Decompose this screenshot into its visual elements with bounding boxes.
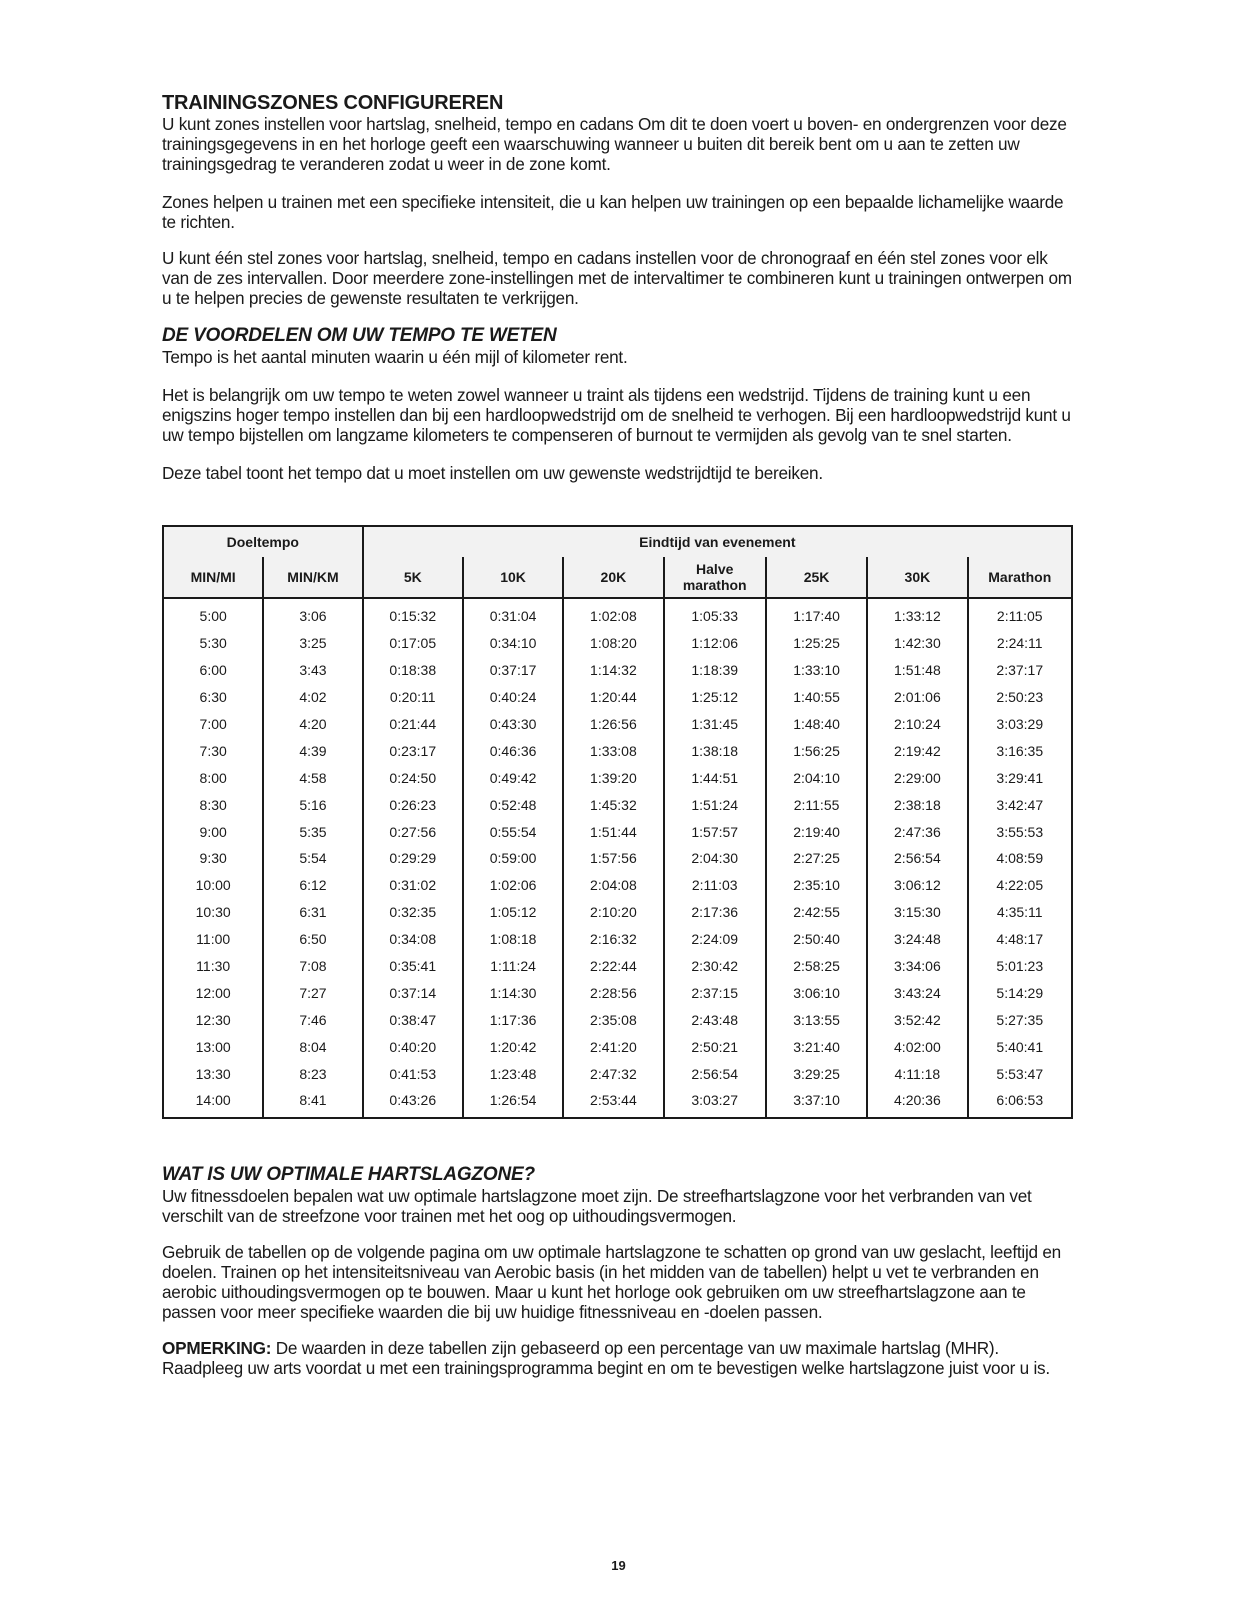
table-cell: 0:32:35 <box>363 899 463 926</box>
table-cell: 1:45:32 <box>563 791 663 818</box>
table-cell: 4:58 <box>263 764 362 791</box>
table-cell: 5:14:29 <box>968 979 1072 1006</box>
table-column-header: MIN/MI <box>163 557 263 598</box>
table-cell: 3:29:41 <box>968 764 1072 791</box>
table-row <box>163 953 1072 980</box>
table-cell: 1:25:12 <box>664 684 766 711</box>
table-cell: 3:55:53 <box>968 818 1072 845</box>
paragraph: Het is belangrijk om uw tempo te weten zowel wanneer u traint als tijdens een wedstrijd. Tijdens de training kunt u een enigszins hoger tempo instellen dan bij een hardloopwedstrijd om de snelheid te verhogen. Bij een hardloopwedstrijd kunt u uw tempo bijstellen om langzame kilometers te compenseren of burnout te vermijden als gevolg van te snel starten. <box>162 385 1071 445</box>
table-row <box>163 818 1072 845</box>
table-cell: 2:43:48 <box>664 1006 766 1033</box>
table-cell: 3:06:10 <box>766 979 867 1006</box>
table-cell: 2:01:06 <box>867 684 967 711</box>
table-cell: 2:19:42 <box>867 737 967 764</box>
table-cell: 2:17:36 <box>664 899 766 926</box>
table-cell: 1:38:18 <box>664 737 766 764</box>
table-cell: 1:17:36 <box>463 1006 563 1033</box>
table-row <box>163 1006 1072 1033</box>
table-cell: 2:41:20 <box>563 1033 663 1060</box>
table-cell: 0:38:47 <box>363 1006 463 1033</box>
table-cell: 4:02:00 <box>867 1033 967 1060</box>
table-row <box>163 872 1072 899</box>
table-cell: 0:17:05 <box>363 630 463 657</box>
table-cell: 8:30 <box>163 791 263 818</box>
table-cell: 0:43:26 <box>363 1087 463 1118</box>
table-cell: 3:42:47 <box>968 791 1072 818</box>
table-cell: 3:43:24 <box>867 979 967 1006</box>
table-cell: 2:29:00 <box>867 764 967 791</box>
table-cell: 8:41 <box>263 1087 362 1118</box>
table-cell: 1:02:06 <box>463 872 563 899</box>
table-cell: 1:14:30 <box>463 979 563 1006</box>
table-row <box>163 711 1072 738</box>
table-cell: 2:53:44 <box>563 1087 663 1118</box>
table-cell: 0:34:10 <box>463 630 563 657</box>
pace-table <box>162 525 1073 1119</box>
table-cell: 3:03:27 <box>664 1087 766 1118</box>
paragraph: Zones helpen u trainen met een specifieke intensiteit, die u kan helpen uw trainingen op een bepaalde lichamelijke waarde te richten. <box>162 192 1064 232</box>
table-cell: 0:21:44 <box>363 711 463 738</box>
table-cell: 0:55:54 <box>463 818 563 845</box>
table-cell: 1:25:25 <box>766 630 867 657</box>
table-cell: 13:30 <box>163 1060 263 1087</box>
table-cell: 0:20:11 <box>363 684 463 711</box>
table-group-header-finish-time: Eindtijd van evenement <box>363 526 1072 557</box>
table-cell: 5:40:41 <box>968 1033 1072 1060</box>
table-row <box>163 845 1072 872</box>
paragraph: Tempo is het aantal minuten waarin u één mijl of kilometer rent. <box>162 347 628 367</box>
table-cell: 11:30 <box>163 953 263 980</box>
table-cell: 2:27:25 <box>766 845 867 872</box>
table-cell: 1:11:24 <box>463 953 563 980</box>
table-cell: 5:54 <box>263 845 362 872</box>
table-cell: 2:11:03 <box>664 872 766 899</box>
section-title-tempo-benefits: DE VOORDELEN OM UW TEMPO TE WETEN <box>162 325 557 346</box>
table-cell: 2:50:40 <box>766 926 867 953</box>
table-group-header-target-pace: Doeltempo <box>163 526 363 557</box>
table-row <box>163 737 1072 764</box>
table-column-header: Marathon <box>968 557 1072 598</box>
table-row <box>163 630 1072 657</box>
table-cell: 2:37:17 <box>968 657 1072 684</box>
table-cell: 4:02 <box>263 684 362 711</box>
table-cell: 5:01:23 <box>968 953 1072 980</box>
table-row <box>163 791 1072 818</box>
table-cell: 2:42:55 <box>766 899 867 926</box>
table-cell: 2:58:25 <box>766 953 867 980</box>
table-cell: 3:24:48 <box>867 926 967 953</box>
table-cell: 2:19:40 <box>766 818 867 845</box>
main-content <box>162 92 1072 483</box>
table-cell: 4:20:36 <box>867 1087 967 1118</box>
table-cell: 5:30 <box>163 630 263 657</box>
table-cell: 2:24:09 <box>664 926 766 953</box>
table-cell: 10:00 <box>163 872 263 899</box>
table-cell: 0:35:41 <box>363 953 463 980</box>
table-column-header: 10K <box>463 557 563 598</box>
table-column-header: 5K <box>363 557 463 598</box>
table-cell: 2:56:54 <box>867 845 967 872</box>
table-row <box>163 764 1072 791</box>
table-cell: 12:30 <box>163 1006 263 1033</box>
table-cell: 0:26:23 <box>363 791 463 818</box>
table-cell: 0:27:56 <box>363 818 463 845</box>
paragraph: U kunt zones instellen voor hartslag, snelheid, tempo en cadans Om dit te doen voert u boven- en ondergrenzen voor deze trainingsgegevens in en het horloge geeft een waarschuwing wanneer u buiten dit bereik bent om u aan te zetten uw trainingsgedrag te veranderen zodat u weer in de zone komt. <box>162 114 1067 174</box>
table-cell: 0:40:24 <box>463 684 563 711</box>
paragraph: Deze tabel toont het tempo dat u moet instellen om uw gewenste wedstrijdtijd te bereiken. <box>162 463 823 483</box>
table-cell: 2:22:44 <box>563 953 663 980</box>
table-cell: 4:20 <box>263 711 362 738</box>
table-cell: 0:59:00 <box>463 845 563 872</box>
table-column-header: MIN/KM <box>263 557 362 598</box>
table-cell: 11:00 <box>163 926 263 953</box>
table-cell: 5:35 <box>263 818 362 845</box>
table-row <box>163 926 1072 953</box>
table-cell: 2:50:23 <box>968 684 1072 711</box>
table-cell: 4:39 <box>263 737 362 764</box>
table-cell: 1:51:44 <box>563 818 663 845</box>
table-column-header: Halve marathon <box>664 557 766 598</box>
table-cell: 0:41:53 <box>363 1060 463 1087</box>
table-cell: 1:44:51 <box>664 764 766 791</box>
table-cell: 2:11:05 <box>968 598 1072 630</box>
section-title-training-zones: TRAININGSZONES CONFIGUREREN <box>162 92 504 114</box>
table-cell: 0:23:17 <box>363 737 463 764</box>
table-cell: 3:21:40 <box>766 1033 867 1060</box>
table-cell: 2:04:08 <box>563 872 663 899</box>
table-cell: 0:37:14 <box>363 979 463 1006</box>
table-cell: 3:34:06 <box>867 953 967 980</box>
table-cell: 8:00 <box>163 764 263 791</box>
table-cell: 1:05:33 <box>664 598 766 630</box>
table-cell: 3:06:12 <box>867 872 967 899</box>
table-cell: 0:31:04 <box>463 598 563 630</box>
table-cell: 5:00 <box>163 598 263 630</box>
table-cell: 1:17:40 <box>766 598 867 630</box>
table-cell: 2:16:32 <box>563 926 663 953</box>
note-label: OPMERKING: <box>162 1338 272 1358</box>
table-cell: 0:37:17 <box>463 657 563 684</box>
table-cell: 14:00 <box>163 1087 263 1118</box>
table-cell: 2:24:11 <box>968 630 1072 657</box>
paragraph: U kunt één stel zones voor hartslag, snelheid, tempo en cadans instellen voor de chronograaf en één stel zones voor elk van de zes intervallen. Door meerdere zone-instellingen met de intervaltimer te combineren kunt u trainingen ontwerpen om u te helpen precies de gewenste resultaten te verkrijgen. <box>162 248 1072 308</box>
paragraph: Gebruik de tabellen op de volgende pagina om uw optimale hartslagzone te schatten op grond van uw geslacht, leeftijd en doelen. Trainen op het intensiteitsniveau van Aerobic basis (in het midden van de tabellen) helpt u vet te verbranden en aerobic uithoudingsvermogen op te bouwen. Maar u kunt het horloge ook gebruiken om uw streefhartslagzone aan te passen voor meer specifieke waarden die bij uw huidige fitnessniveau en -doelen passen. <box>162 1242 1061 1322</box>
table-cell: 5:53:47 <box>968 1060 1072 1087</box>
table-cell: 1:57:56 <box>563 845 663 872</box>
table-cell: 5:16 <box>263 791 362 818</box>
table-column-header: 30K <box>867 557 967 598</box>
table-cell: 0:15:32 <box>363 598 463 630</box>
table-cell: 1:39:20 <box>563 764 663 791</box>
table-cell: 7:00 <box>163 711 263 738</box>
table-cell: 2:04:30 <box>664 845 766 872</box>
table-row <box>163 1087 1072 1118</box>
table-cell: 1:26:56 <box>563 711 663 738</box>
table-cell: 2:30:42 <box>664 953 766 980</box>
section-title-heart-rate-zone: WAT IS UW OPTIMALE HARTSLAGZONE? <box>162 1164 535 1185</box>
table-cell: 9:30 <box>163 845 263 872</box>
table-cell: 7:30 <box>163 737 263 764</box>
table-cell: 1:33:12 <box>867 598 967 630</box>
table-cell: 2:56:54 <box>664 1060 766 1087</box>
table-cell: 1:40:55 <box>766 684 867 711</box>
table-cell: 1:51:48 <box>867 657 967 684</box>
table-row <box>163 1060 1072 1087</box>
table-cell: 3:37:10 <box>766 1087 867 1118</box>
table-row <box>163 657 1072 684</box>
table-cell: 1:42:30 <box>867 630 967 657</box>
table-cell: 4:35:11 <box>968 899 1072 926</box>
table-cell: 0:40:20 <box>363 1033 463 1060</box>
table-cell: 3:15:30 <box>867 899 967 926</box>
table-cell: 3:16:35 <box>968 737 1072 764</box>
table-row <box>163 899 1072 926</box>
table-cell: 6:50 <box>263 926 362 953</box>
table-cell: 1:33:10 <box>766 657 867 684</box>
table-cell: 3:06 <box>263 598 362 630</box>
table-cell: 1:23:48 <box>463 1060 563 1087</box>
table-cell: 0:18:38 <box>363 657 463 684</box>
note-text: De waarden in deze tabellen zijn gebaseerd op een percentage van uw maximale hartslag (MHR). Raadpleeg uw arts voordat u met een trainingsprogramma begint en om te bevestigen welke hartslagzone juist voor u is. <box>162 1338 1050 1378</box>
table-cell: 2:38:18 <box>867 791 967 818</box>
table-cell: 0:29:29 <box>363 845 463 872</box>
table-cell: 6:12 <box>263 872 362 899</box>
table-cell: 6:30 <box>163 684 263 711</box>
table-cell: 1:20:42 <box>463 1033 563 1060</box>
table-cell: 0:34:08 <box>363 926 463 953</box>
table-cell: 0:24:50 <box>363 764 463 791</box>
table-column-header: 25K <box>766 557 867 598</box>
table-cell: 0:52:48 <box>463 791 563 818</box>
table-cell: 3:13:55 <box>766 1006 867 1033</box>
table-cell: 2:10:20 <box>563 899 663 926</box>
table-cell: 2:35:08 <box>563 1006 663 1033</box>
table-cell: 2:50:21 <box>664 1033 766 1060</box>
table-cell: 7:46 <box>263 1006 362 1033</box>
table-cell: 3:29:25 <box>766 1060 867 1087</box>
table-cell: 8:23 <box>263 1060 362 1087</box>
table-cell: 2:28:56 <box>563 979 663 1006</box>
table-cell: 1:08:18 <box>463 926 563 953</box>
table-cell: 4:11:18 <box>867 1060 967 1087</box>
table-cell: 3:03:29 <box>968 711 1072 738</box>
table-cell: 1:08:20 <box>563 630 663 657</box>
table-cell: 2:35:10 <box>766 872 867 899</box>
table-row <box>163 979 1072 1006</box>
table-cell: 1:12:06 <box>664 630 766 657</box>
table-cell: 13:00 <box>163 1033 263 1060</box>
table-cell: 2:47:32 <box>563 1060 663 1087</box>
table-cell: 3:52:42 <box>867 1006 967 1033</box>
table-cell: 4:48:17 <box>968 926 1072 953</box>
note-paragraph <box>162 1338 1072 1378</box>
table-cell: 1:56:25 <box>766 737 867 764</box>
table-cell: 1:33:08 <box>563 737 663 764</box>
table-cell: 10:30 <box>163 899 263 926</box>
table-cell: 1:02:08 <box>563 598 663 630</box>
table-cell: 0:46:36 <box>463 737 563 764</box>
table-cell: 1:05:12 <box>463 899 563 926</box>
table-cell: 1:26:54 <box>463 1087 563 1118</box>
table-cell: 7:27 <box>263 979 362 1006</box>
table-cell: 3:25 <box>263 630 362 657</box>
table-row <box>163 1033 1072 1060</box>
table-cell: 5:27:35 <box>968 1006 1072 1033</box>
table-cell: 6:31 <box>263 899 362 926</box>
table-cell: 1:48:40 <box>766 711 867 738</box>
table-cell: 12:00 <box>163 979 263 1006</box>
table-cell: 1:20:44 <box>563 684 663 711</box>
table-cell: 1:51:24 <box>664 791 766 818</box>
table-row <box>163 598 1072 630</box>
table-row <box>163 684 1072 711</box>
table-cell: 0:43:30 <box>463 711 563 738</box>
heart-rate-section <box>162 1164 1072 1378</box>
table-cell: 1:57:57 <box>664 818 766 845</box>
table-cell: 2:04:10 <box>766 764 867 791</box>
table-cell: 4:22:05 <box>968 872 1072 899</box>
table-cell: 2:37:15 <box>664 979 766 1006</box>
table-cell: 0:31:02 <box>363 872 463 899</box>
table-cell: 7:08 <box>263 953 362 980</box>
table-cell: 0:49:42 <box>463 764 563 791</box>
table-cell: 1:31:45 <box>664 711 766 738</box>
table-cell: 6:06:53 <box>968 1087 1072 1118</box>
table-cell: 2:11:55 <box>766 791 867 818</box>
table-cell: 8:04 <box>263 1033 362 1060</box>
paragraph: Uw fitnessdoelen bepalen wat uw optimale hartslagzone moet zijn. De streefhartslagzone voor het verbranden van vet verschilt van de streefzone voor trainen met het oog op uithoudingsvermogen. <box>162 1186 1032 1226</box>
table-cell: 4:08:59 <box>968 845 1072 872</box>
page-number: 19 <box>611 1558 626 1573</box>
table-cell: 3:43 <box>263 657 362 684</box>
table-column-header: 20K <box>563 557 663 598</box>
table-cell: 1:18:39 <box>664 657 766 684</box>
table-cell: 2:10:24 <box>867 711 967 738</box>
table-cell: 6:00 <box>163 657 263 684</box>
table-cell: 9:00 <box>163 818 263 845</box>
table-cell: 1:14:32 <box>563 657 663 684</box>
table-cell: 2:47:36 <box>867 818 967 845</box>
